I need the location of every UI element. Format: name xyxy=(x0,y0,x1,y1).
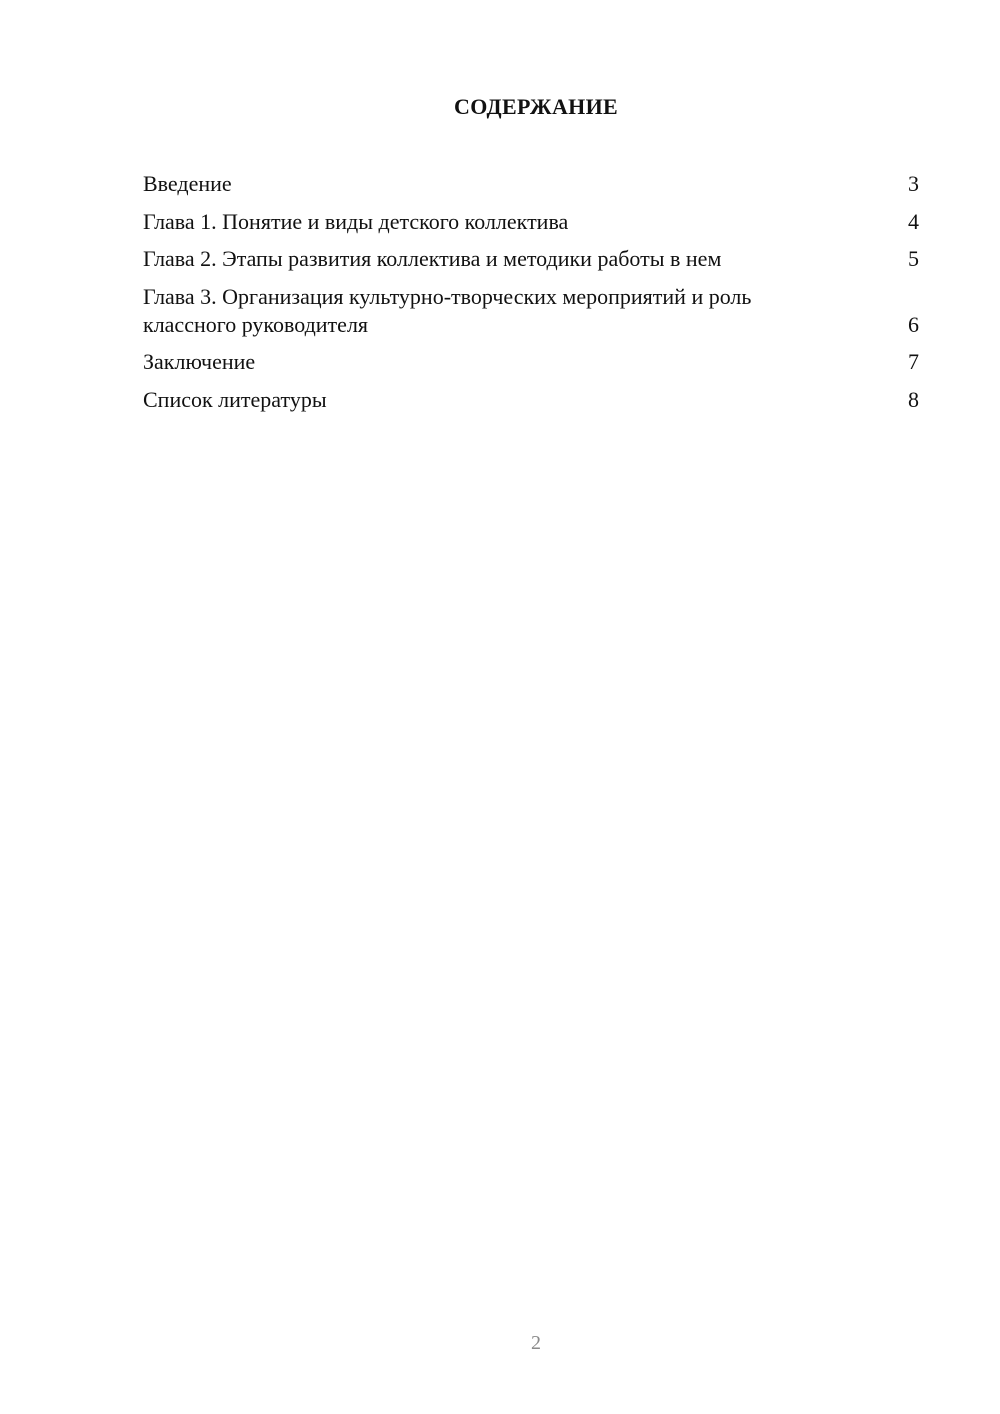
toc-entry-page: 8 xyxy=(908,386,919,412)
toc-entry-page: 5 xyxy=(908,246,919,271)
toc-entry-text: Список литературы xyxy=(143,386,327,412)
toc-entry-chapter-3 xyxy=(143,283,919,339)
toc-entry-page: 6 xyxy=(908,311,919,337)
toc-entry-text: Введение xyxy=(143,171,232,196)
toc-entry-chapter-2 xyxy=(143,245,919,273)
toc-entry-page: 3 xyxy=(908,171,919,196)
toc-entry-conclusion xyxy=(143,348,919,376)
toc-entry-text: Глава 3. Организация культурно-творческих мероприятий и роль классного руководителя xyxy=(143,283,752,337)
toc-entry-introduction xyxy=(143,170,919,198)
toc-entry-references xyxy=(143,386,919,414)
toc-entry-text: Глава 2. Этапы развития коллектива и методики работы в нем xyxy=(143,246,722,271)
toc-entry-chapter-1 xyxy=(143,208,919,236)
page-number: 2 xyxy=(531,1332,541,1354)
toc-entry-page: 7 xyxy=(908,349,919,374)
table-of-contents xyxy=(143,170,919,423)
toc-entry-text: Заключение xyxy=(143,349,256,374)
toc-entry-text: Глава 1. Понятие и виды детского коллектива xyxy=(143,208,569,234)
toc-entry-page: 4 xyxy=(908,208,919,234)
toc-title: СОДЕРЖАНИЕ xyxy=(454,94,618,119)
